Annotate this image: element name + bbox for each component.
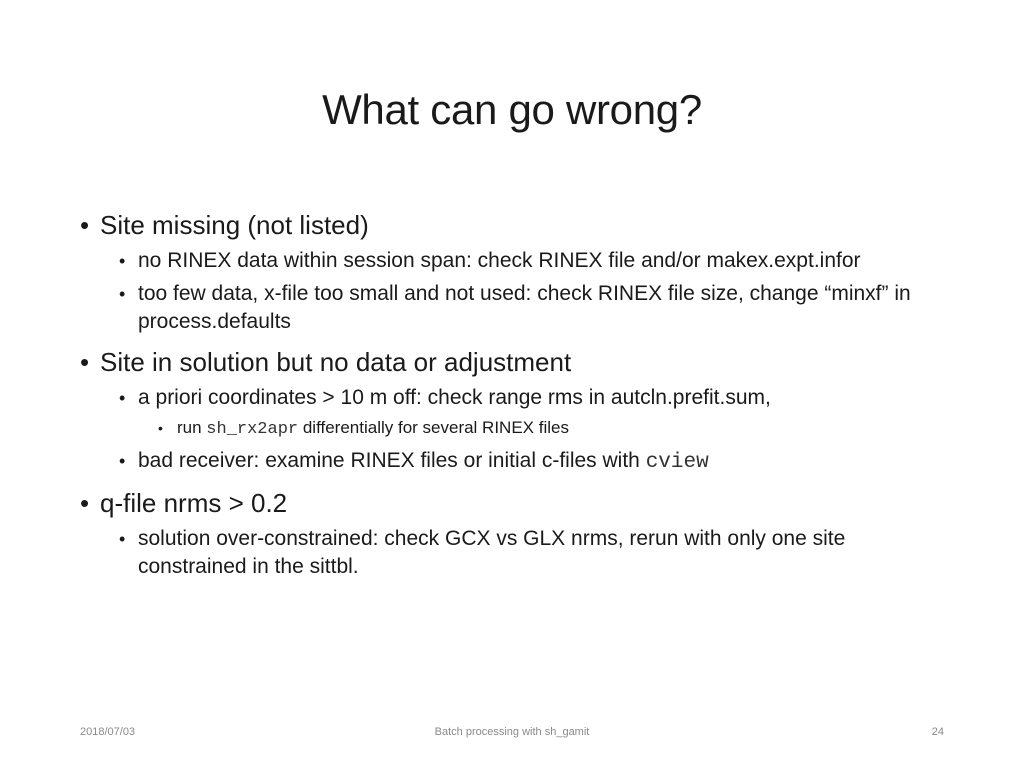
sub-bullet-item <box>119 525 940 581</box>
sub-bullet-item <box>119 280 940 336</box>
code-command: sh_rx2apr <box>206 420 299 439</box>
sub-bullet-text: no RINEX data within session span: check RINEX file and/or makex.expt.infor <box>138 249 861 272</box>
bullet-dot-icon: • <box>80 488 90 518</box>
sub-bullet-text: solution over-constrained: check GCX vs GLX nrms, rerun with only one site constrained in the sittbl. <box>138 527 846 578</box>
footer-page-number: 24 <box>931 726 944 738</box>
bullet-text: Site missing (not listed) <box>100 210 369 240</box>
bullet-dot-icon: • <box>119 284 126 304</box>
sub-sub-bullet-post: differentially for several RINEX files <box>298 418 569 437</box>
sub-bullet-pre: bad receiver: examine RINEX files or initial c-files with <box>138 449 646 472</box>
bullet-text: q-file nrms > 0.2 <box>100 488 288 518</box>
bullet-item <box>80 208 940 242</box>
sub-bullet-item <box>119 384 940 412</box>
bullet-dot-icon: • <box>158 420 163 436</box>
bullet-dot-icon: • <box>119 251 126 271</box>
bullet-dot-icon: • <box>80 347 90 377</box>
bullet-dot-icon: • <box>119 529 126 549</box>
bullet-item <box>80 345 940 379</box>
code-command: cview <box>645 451 709 474</box>
sub-bullet-item <box>119 247 940 275</box>
sub-bullet-text: a priori coordinates > 10 m off: check range rms in autcln.prefit.sum, <box>138 386 771 409</box>
bullet-dot-icon: • <box>119 388 126 408</box>
slide-body <box>80 208 940 581</box>
sub-bullet-item <box>119 447 940 477</box>
bullet-item <box>80 486 940 520</box>
bullet-text: Site in solution but no data or adjustment <box>100 347 572 377</box>
bullet-dot-icon: • <box>80 210 90 240</box>
sub-bullet-text: too few data, x-file too small and not used: check RINEX file size, change “minxf” in process.defaults <box>138 282 911 333</box>
slide-title: What can go wrong? <box>322 86 702 133</box>
bullet-dot-icon: • <box>119 451 126 471</box>
footer-date: 2018/07/03 <box>80 726 136 738</box>
sub-sub-bullet-item <box>158 416 940 442</box>
footer-title: Batch processing with sh_gamit <box>434 726 590 738</box>
sub-sub-bullet-pre: run <box>177 418 207 437</box>
